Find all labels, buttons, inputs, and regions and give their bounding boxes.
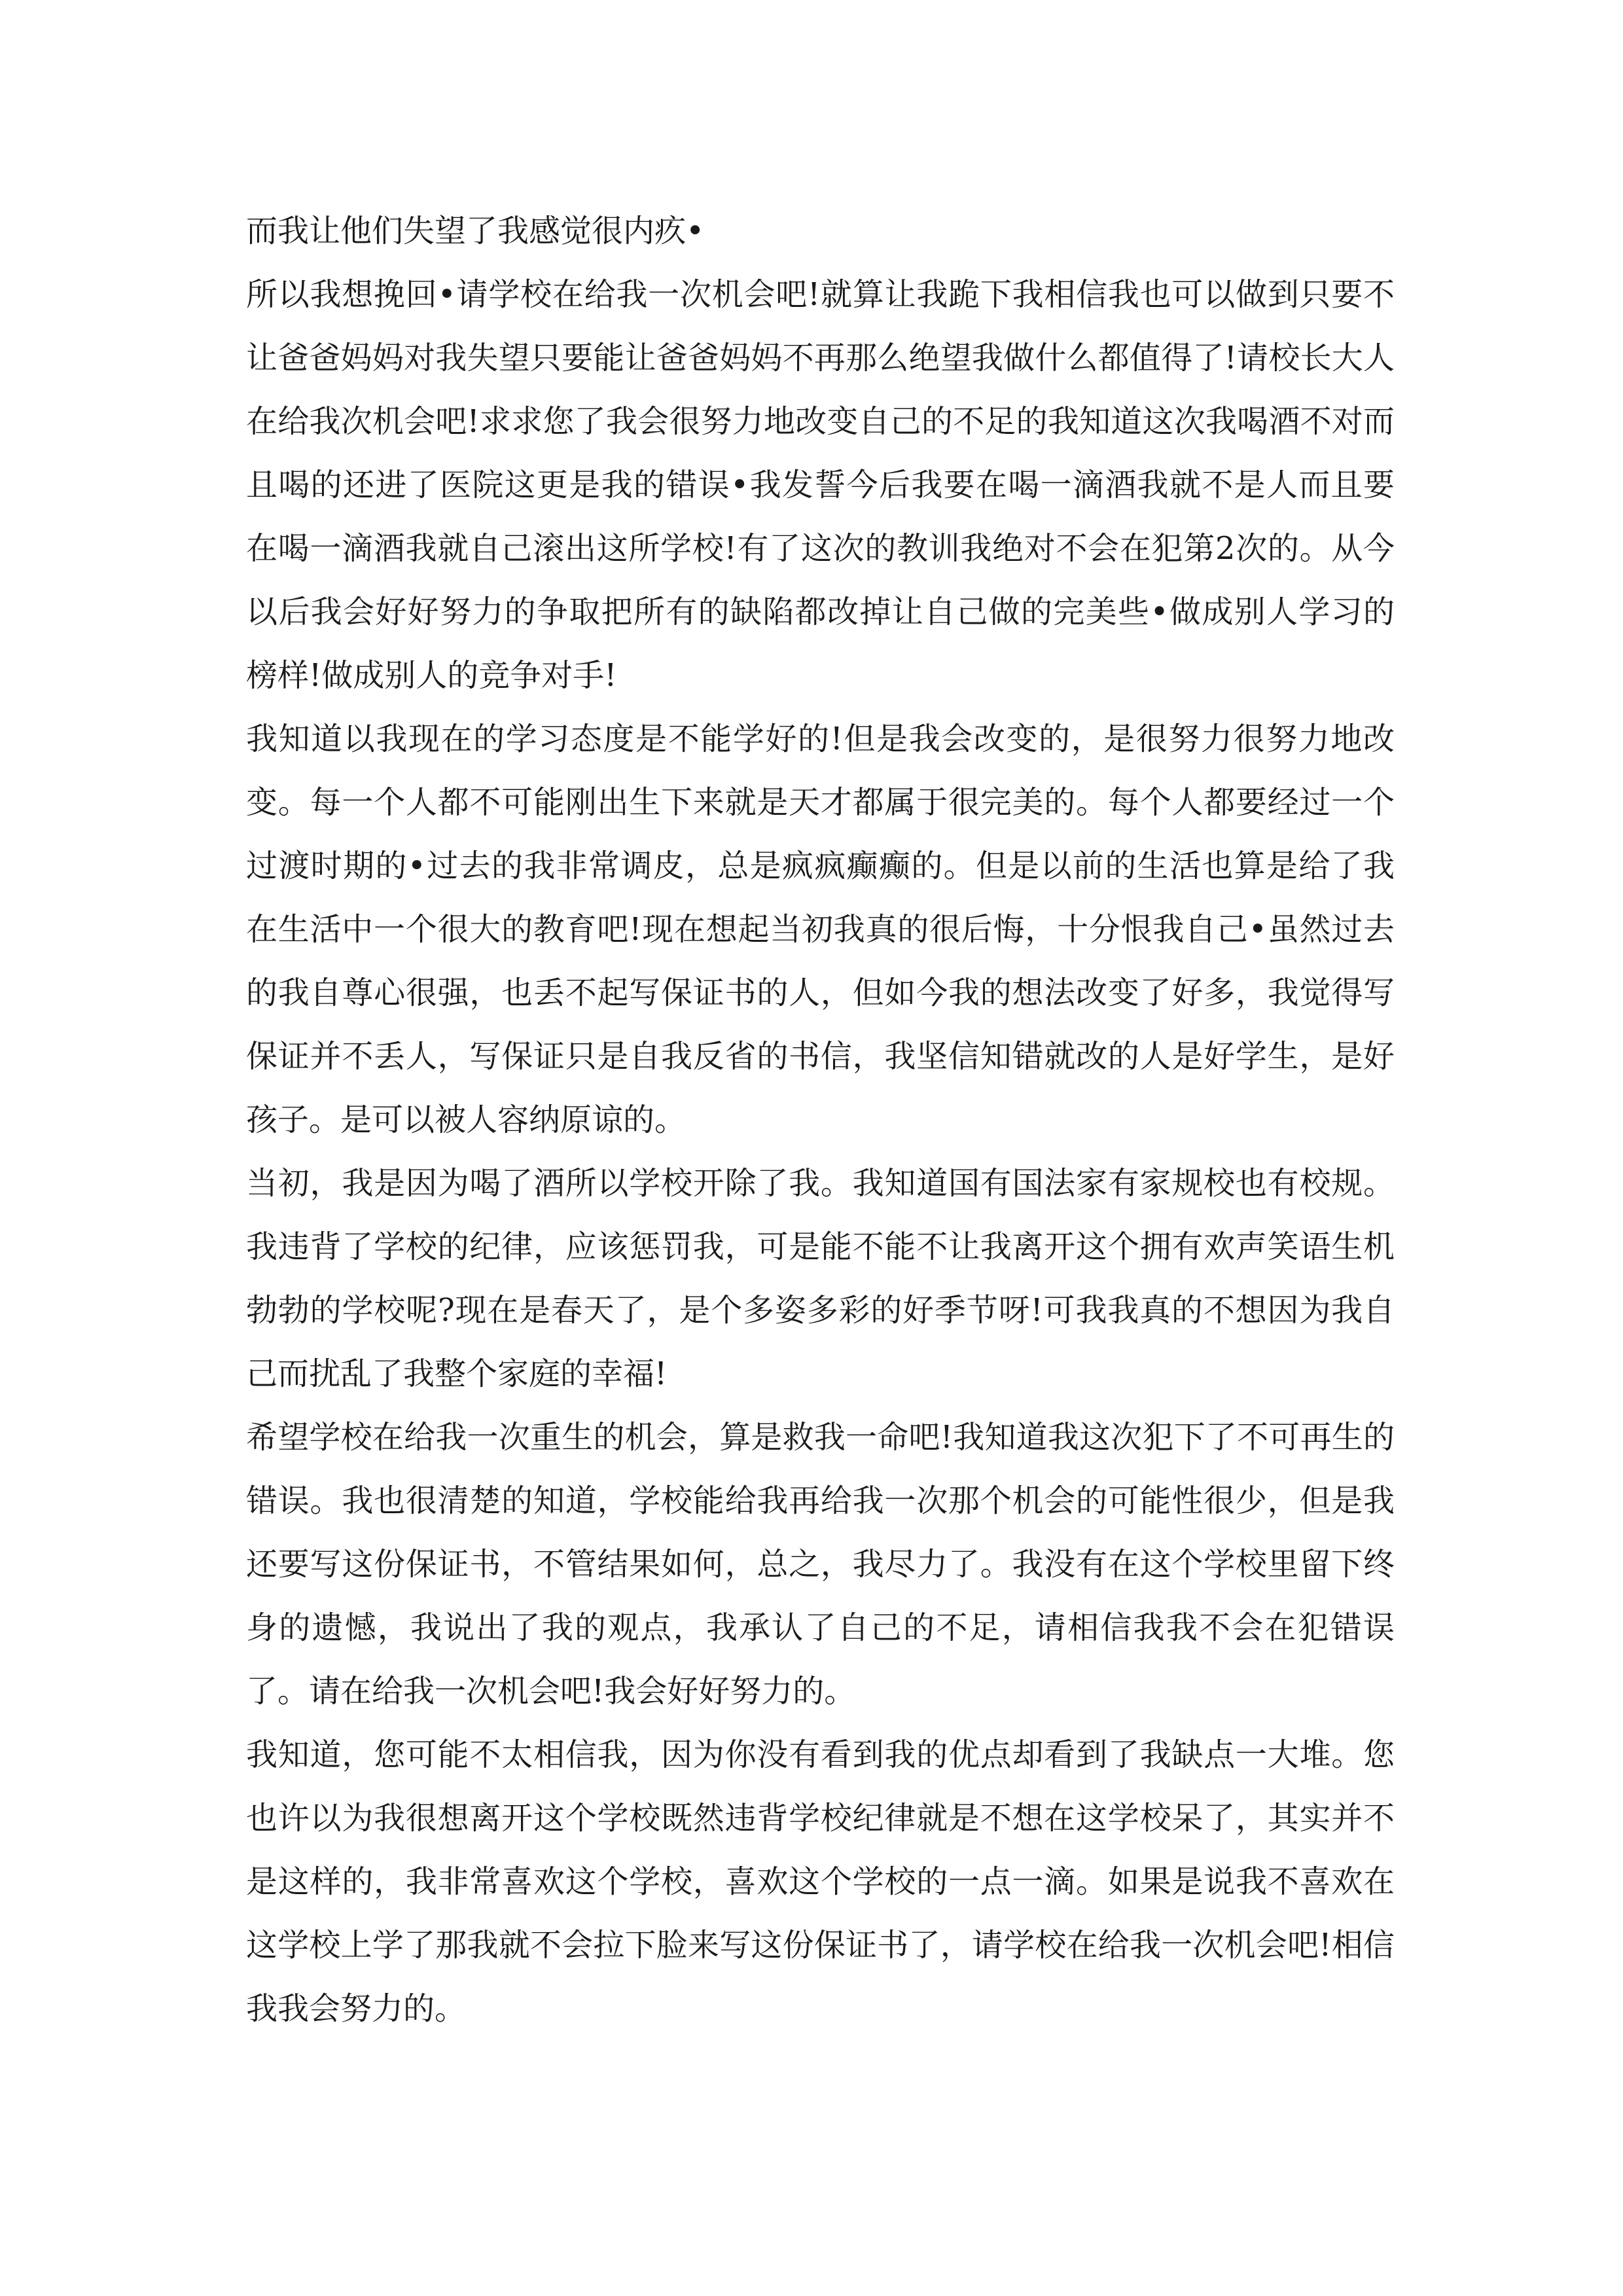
document-body xyxy=(246,200,1395,2041)
paragraph-1: 而我让他们失望了我感觉很内疚• xyxy=(246,213,705,249)
paragraph-2: 所以我想挽回•请学校在给我一次机会吧!就算让我跪下我相信我也可以做到只要不让爸爸妈妈对我失望只要能让爸爸妈妈不再那么绝望我做什么都值得了!请校长大人在给我次机会吧!求求您了我会很努力地改变自己的不足的我知道这次我喝酒不对而且喝的还进了医院这更是我的错误•我发誓今后我要在喝一滴酒我就不是人而且要在喝一滴酒我就自己滚出这所学校!有了这次的教训我绝对不会在犯第2次的。从今以后我会好好努力的争取把所有的缺陷都改掉让自己做的完美些•做成别人学习的榜样!做成别人的竞争对手! xyxy=(246,276,1395,694)
paragraph-6: 我知道，您可能不太相信我，因为你没有看到我的优点却看到了我缺点一大堆。您也许以为我很想离开这个学校既然违背学校纪律就是不想在这学校呆了，其实并不是这样的，我非常喜欢这个学校，喜欢这个学校的一点一滴。如果是说我不喜欢在这学校上学了那我就不会拉下脸来写这份保证书了，请学校在给我一次机会吧!相信我我会努力的。 xyxy=(246,1736,1395,2027)
paragraph-4: 当初，我是因为喝了酒所以学校开除了我。我知道国有国法家有家规校也有校规。我违背了学校的纪律，应该惩罚我，可是能不能不让我离开这个拥有欢声笑语生机勃勃的学校呢?现在是春天了，是个多姿多彩的好季节呀!可我我真的不想因为我自己而扰乱了我整个家庭的幸福! xyxy=(246,1165,1395,1392)
paragraph-3: 我知道以我现在的学习态度是不能学好的!但是我会改变的，是很努力很努力地改变。每一个人都不可能刚出生下来就是天才都属于很完美的。每个人都要经过一个过渡时期的•过去的我非常调皮，总是疯疯癫癫的。但是以前的生活也算是给了我在生活中一个很大的教育吧!现在想起当初我真的很后悔，十分恨我自己•虽然过去的我自尊心很强，也丢不起写保证书的人，但如今我的想法改变了好多，我觉得写保证并不丢人，写保证只是自我反省的书信，我坚信知错就改的人是好学生，是好孩子。是可以被人容纳原谅的。 xyxy=(246,721,1395,1138)
paragraph-5: 希望学校在给我一次重生的机会，算是救我一命吧!我知道我这次犯下了不可再生的错误。我也很清楚的知道，学校能给我再给我一次那个机会的可能性很少，但是我还要写这份保证书，不管结果如何，总之，我尽力了。我没有在这个学校里留下终身的遗憾，我说出了我的观点，我承认了自己的不足，请相信我我不会在犯错误了。请在给我一次机会吧!我会好好努力的。 xyxy=(246,1419,1395,1710)
